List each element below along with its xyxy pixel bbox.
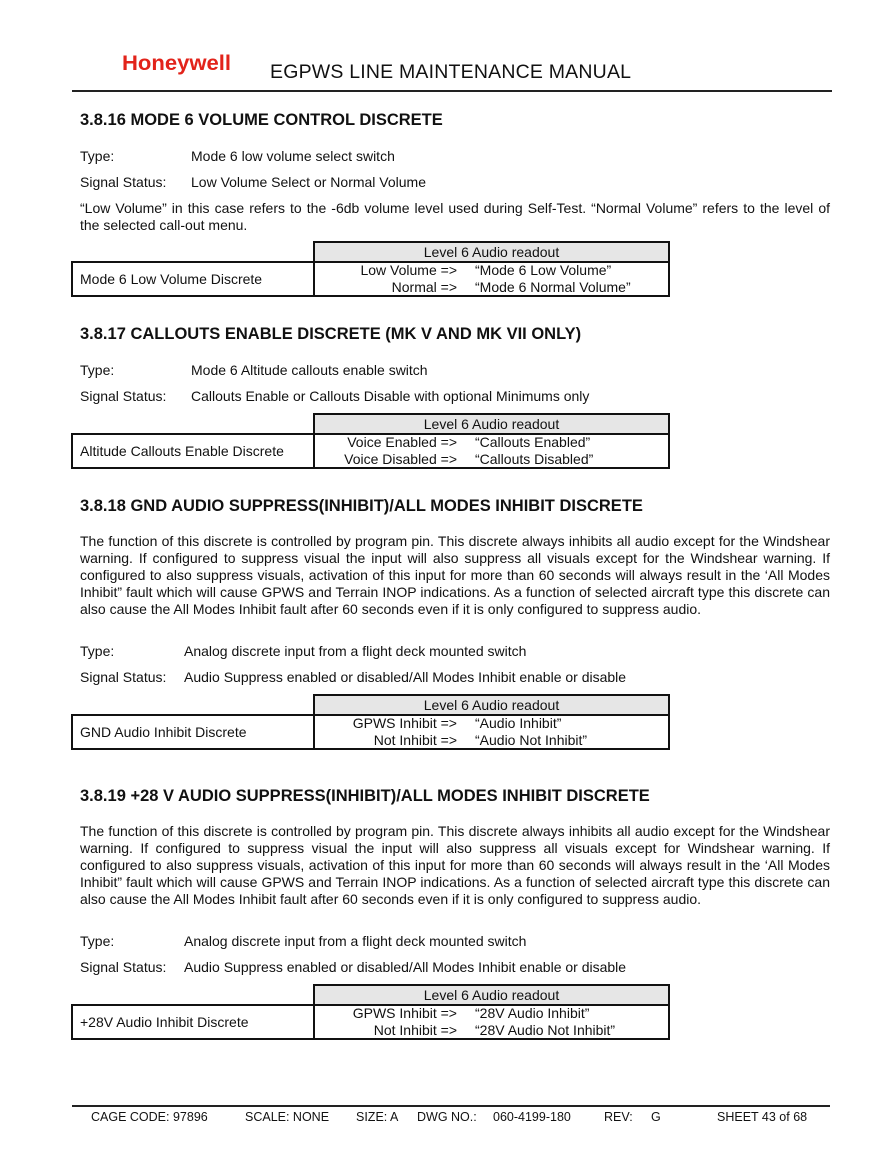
type-label: Type:	[80, 643, 115, 659]
honeywell-logo: Honeywell	[122, 52, 232, 75]
readout-input: Low Volume =>	[360, 262, 457, 278]
signal-status-value: Callouts Enable or Callouts Disable with optional Minimums only	[191, 388, 590, 404]
audio-readout-table	[71, 241, 670, 297]
rev-label: REV:	[604, 1110, 633, 1124]
type-value: Mode 6 Altitude callouts enable switch	[191, 362, 428, 378]
audio-readout-table	[71, 984, 670, 1040]
readout-input: Not Inhibit =>	[373, 732, 457, 748]
readout-header: Level 6 Audio readout	[313, 413, 670, 433]
readout-output: “Mode 6 Normal Volume”	[475, 279, 631, 295]
audio-readout-table	[71, 694, 670, 750]
readout-body	[71, 1004, 670, 1040]
readout-input: Normal =>	[391, 279, 457, 295]
readout-header: Level 6 Audio readout	[313, 694, 670, 714]
section-heading-3-8-16: 3.8.16 MODE 6 VOLUME CONTROL DISCRETE	[80, 111, 443, 129]
readout-input: GPWS Inhibit =>	[352, 715, 457, 731]
signal-status-value: Audio Suppress enabled or disabled/All Modes Inhibit enable or disable	[184, 669, 627, 685]
readout-input: Not Inhibit =>	[373, 1022, 457, 1038]
signal-status-label: Signal Status:	[80, 669, 167, 685]
readout-output: “Mode 6 Low Volume”	[475, 262, 612, 278]
type-value: Analog discrete input from a flight deck mounted switch	[184, 643, 527, 659]
readout-input: GPWS Inhibit =>	[352, 1005, 457, 1021]
column-divider	[313, 263, 315, 295]
section-heading-3-8-18: 3.8.18 GND AUDIO SUPPRESS(INHIBIT)/ALL MODES INHIBIT DISCRETE	[80, 497, 643, 515]
description-paragraph: “Low Volume” in this case refers to the -6db volume level used during Self-Test. “Normal Volume” refers to the level of the selected call-out menu.	[80, 200, 830, 233]
readout-input: Voice Disabled =>	[344, 451, 457, 467]
readout-output: “Callouts Disabled”	[475, 451, 594, 467]
readout-output: “Callouts Enabled”	[475, 434, 591, 450]
signal-status-label: Signal Status:	[80, 959, 167, 975]
sheet-number: SHEET 43 of 68	[717, 1110, 808, 1124]
readout-body	[71, 433, 670, 469]
audio-readout-table	[71, 413, 670, 469]
cage-code: CAGE CODE: 97896	[91, 1110, 208, 1124]
readout-body	[71, 261, 670, 297]
type-label: Type:	[80, 933, 115, 949]
type-label: Type:	[80, 362, 115, 378]
page-footer	[72, 1105, 830, 1127]
discrete-name: Altitude Callouts Enable Discrete	[80, 443, 284, 459]
scale: SCALE: NONE	[245, 1110, 330, 1124]
manual-title: EGPWS LINE MAINTENANCE MANUAL	[270, 61, 632, 83]
discrete-name: +28V Audio Inhibit Discrete	[80, 1014, 249, 1030]
readout-output: “28V Audio Not Inhibit”	[475, 1022, 616, 1038]
dwg-label: DWG NO.:	[417, 1110, 477, 1124]
dwg-number: 060-4199-180	[493, 1110, 571, 1124]
discrete-name: Mode 6 Low Volume Discrete	[80, 271, 263, 287]
signal-status-value: Low Volume Select or Normal Volume	[191, 174, 426, 190]
column-divider	[313, 1006, 315, 1038]
column-divider	[313, 435, 315, 467]
readout-output: “28V Audio Inhibit”	[475, 1005, 590, 1021]
discrete-name: GND Audio Inhibit Discrete	[80, 724, 247, 740]
size: SIZE: A	[356, 1110, 399, 1124]
section-heading-3-8-19: 3.8.19 +28 V AUDIO SUPPRESS(INHIBIT)/ALL MODES INHIBIT DISCRETE	[80, 787, 650, 805]
readout-output: “Audio Inhibit”	[475, 715, 562, 731]
description-paragraph: The function of this discrete is controlled by program pin. This discrete always inhibits all audio except for the Windshear warning. If configured to suppress visual the input will also suppress all visuals except for Windshear warning. If configured to also suppress visuals, activation of this input for more than 60 seconds will always result in the ‘All Modes Inhibit” fault which will cause GPWS and Terrain INOP indications. As a function of selected aircraft type this discrete can also cause the All Modes Inhibit fault after 60 seconds even if it is only configured to suppress audio.	[80, 823, 830, 907]
readout-header: Level 6 Audio readout	[313, 241, 670, 261]
section-heading-3-8-17: 3.8.17 CALLOUTS ENABLE DISCRETE (MK V AND MK VII ONLY)	[80, 325, 582, 343]
rev-value: G	[651, 1110, 661, 1124]
page-header	[72, 48, 832, 92]
readout-body	[71, 714, 670, 750]
readout-output: “Audio Not Inhibit”	[475, 732, 588, 748]
signal-status-value: Audio Suppress enabled or disabled/All Modes Inhibit enable or disable	[184, 959, 627, 975]
type-label: Type:	[80, 148, 115, 164]
readout-header: Level 6 Audio readout	[313, 984, 670, 1004]
signal-status-label: Signal Status:	[80, 174, 167, 190]
readout-input: Voice Enabled =>	[347, 434, 457, 450]
type-value: Analog discrete input from a flight deck mounted switch	[184, 933, 527, 949]
description-paragraph: The function of this discrete is controlled by program pin. This discrete always inhibits all audio except for the Windshear warning. If configured to suppress visual the input will also suppress all visuals except for the Windshear warning. If configured to also suppress visuals, activation of this input for more than 60 seconds will always result in the ‘All Modes Inhibit” fault which will cause GPWS and Terrain INOP indications. As a function of selected aircraft type this discrete can also cause the All Modes Inhibit fault after 60 seconds even if it is only configured to suppress audio.	[80, 533, 830, 617]
type-value: Mode 6 low volume select switch	[191, 148, 395, 164]
signal-status-label: Signal Status:	[80, 388, 167, 404]
column-divider	[313, 716, 315, 748]
